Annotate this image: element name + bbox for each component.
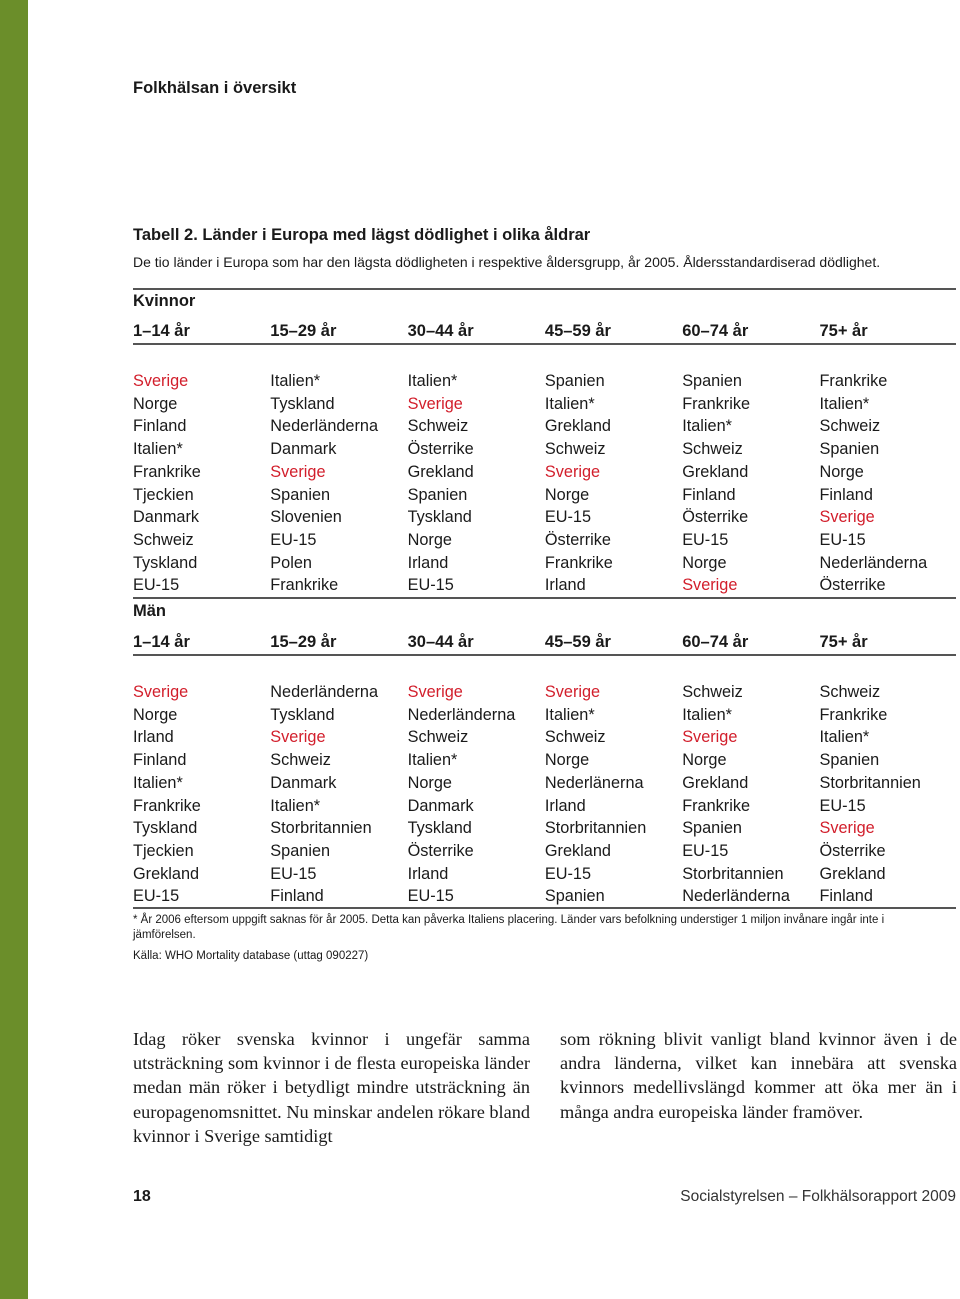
- table-cell: Spanien: [682, 372, 742, 390]
- table-cell: Schweiz: [819, 417, 881, 436]
- table-cell: Danmark: [407, 796, 474, 815]
- table-source: Källa: WHO Mortality database (uttag 090227): [133, 950, 369, 962]
- table-cell: Finland: [819, 887, 873, 906]
- age-header-row-man: [133, 633, 960, 652]
- table-cell: EU-15: [819, 530, 866, 549]
- table-cell: Sverige: [819, 508, 875, 527]
- table-cell: Sverige: [270, 462, 326, 481]
- table-cell: Danmark: [270, 440, 337, 459]
- table-cell: Norge: [819, 462, 864, 481]
- table-cell: EU-15: [682, 841, 729, 860]
- table-cell: Grekland: [407, 462, 474, 481]
- table-cell: Italien*: [682, 705, 732, 724]
- table-cell: Spanien: [544, 887, 605, 906]
- table-cell: Nederlänerna: [544, 773, 644, 792]
- table-cell: Österrike: [407, 440, 474, 459]
- age-header: 45–59 år: [544, 322, 611, 340]
- age-header: 60–74 år: [682, 322, 749, 340]
- table-cell: Sverige: [819, 819, 875, 838]
- group-label-man: Män: [133, 602, 166, 620]
- table-cell: Nederländerna: [270, 683, 379, 701]
- table-cell: Italien*: [544, 705, 595, 724]
- table-cell: Schweiz: [819, 683, 881, 701]
- table-cell: Finland: [133, 751, 187, 770]
- table-cell: Tjeckien: [133, 485, 194, 504]
- table-cell: Storbritannien: [819, 773, 921, 792]
- table-cell: Finland: [133, 417, 187, 436]
- table-cell: Storbritannien: [270, 819, 372, 838]
- table-cell: Schweiz: [270, 751, 331, 770]
- table-cell: Italien*: [682, 417, 732, 436]
- table-cell: Italien*: [819, 728, 870, 747]
- table-row: [133, 506, 960, 529]
- table-cell: Frankrike: [819, 372, 888, 390]
- table-cell: Sverige: [133, 683, 189, 701]
- table-cell: EU-15: [682, 530, 729, 549]
- table-cell: EU-15: [407, 576, 454, 595]
- table-cell: Grekland: [133, 864, 200, 883]
- table-top-rule: [133, 288, 956, 290]
- table-cell: Grekland: [682, 462, 749, 481]
- table-cell: Frankrike: [544, 553, 613, 572]
- table-cell: Finland: [682, 485, 736, 504]
- table-cell: EU-15: [544, 508, 592, 527]
- table-row: [133, 704, 960, 727]
- table-cell: Schweiz: [544, 728, 606, 747]
- table-cell: EU-15: [819, 796, 866, 815]
- table-row: [133, 393, 960, 416]
- table-cell: Nederländerna: [682, 887, 790, 906]
- table-cell: Norge: [133, 394, 178, 413]
- table-cell: Norge: [544, 751, 590, 770]
- table-cell: Polen: [270, 553, 312, 572]
- table-row: [133, 681, 960, 704]
- table-cell: Sverige: [270, 728, 326, 747]
- table-row: [133, 772, 960, 795]
- table-cell: Norge: [682, 553, 727, 572]
- age-header: 75+ år: [819, 633, 868, 651]
- age-header: 15–29 år: [270, 322, 337, 340]
- table-cell: EU-15: [133, 887, 180, 906]
- table-cell: EU-15: [133, 576, 180, 595]
- table-cell: Österrike: [544, 530, 611, 549]
- table-cell: Frankrike: [682, 796, 751, 815]
- table-row: [133, 552, 960, 575]
- table-cell: Norge: [133, 705, 178, 724]
- table-cell: Sverige: [682, 576, 738, 595]
- age-header: 30–44 år: [407, 633, 474, 651]
- table-cell: Spanien: [819, 751, 880, 770]
- table-cell: Storbritannien: [682, 864, 784, 883]
- table-cell: Italien*: [819, 394, 870, 413]
- table-cell: Nederländerna: [270, 417, 379, 436]
- table-row: [133, 840, 960, 863]
- table-cell: EU-15: [270, 864, 317, 883]
- table-cell: Irland: [133, 728, 174, 747]
- body-text-right-column: som rökning blivit vanligt bland kvinnor även i de andra länderna, vilket kan innebära att svenska kvinnors medellivslängd kommer att öka mer än i många andra europeiska länder framöver.: [560, 1029, 957, 1122]
- age-header-row-kvinnor: [133, 322, 960, 341]
- running-title: Folkhälsan i översikt: [133, 79, 297, 97]
- table-cell: EU-15: [407, 887, 454, 906]
- table-cell: Spanien: [270, 841, 331, 860]
- age-header: 30–44 år: [407, 322, 474, 340]
- table-cell: Irland: [407, 553, 449, 572]
- table-row: [133, 817, 960, 840]
- table-row: [133, 415, 960, 438]
- table-cell: Österrike: [407, 841, 474, 860]
- table-cell: Italien*: [133, 773, 183, 792]
- table-row: [133, 529, 960, 552]
- table-cell: Nederländerna: [819, 553, 928, 572]
- table-cell: Sverige: [407, 683, 463, 701]
- table-cell: Sverige: [407, 394, 463, 413]
- table-cell: Österrike: [819, 841, 886, 860]
- table-cell: Danmark: [270, 773, 337, 792]
- table-cell: Spanien: [819, 440, 880, 459]
- age-header: 75+ år: [819, 322, 868, 340]
- table-row: [133, 574, 960, 597]
- table-cell: Italien*: [407, 751, 458, 770]
- age-header: 45–59 år: [544, 633, 611, 651]
- page-number: 18: [133, 1188, 151, 1205]
- group-divider-rule: [133, 597, 956, 599]
- table-bottom-rule: [133, 907, 956, 909]
- table-cell: Tyskland: [407, 819, 472, 838]
- table-cell: Sverige: [682, 728, 738, 747]
- age-header: 1–14 år: [133, 322, 190, 340]
- age-header: 15–29 år: [270, 633, 337, 651]
- table-cell: Irland: [407, 864, 449, 883]
- table-cell: Frankrike: [819, 705, 888, 724]
- table-cell: Grekland: [544, 841, 611, 860]
- table-row: [133, 863, 960, 886]
- table-cell: Italien*: [544, 394, 595, 413]
- table-cell: Slovenien: [270, 508, 342, 527]
- table-cell: Frankrike: [133, 796, 201, 815]
- table-row: [133, 749, 960, 772]
- table-row: [133, 370, 960, 393]
- table-cell: Schweiz: [544, 440, 606, 459]
- table-cell: Grekland: [682, 773, 749, 792]
- green-sidebar-bar: [0, 0, 28, 1299]
- table-footnote: * År 2006 eftersom uppgift saknas för år 2005. Detta kan påverka Italiens placering. Länder vars befolkning understiger 1 miljon invånare ingår inte i jämförelsen.: [133, 914, 885, 941]
- table-cell: Finland: [270, 887, 324, 906]
- table-cell: Grekland: [544, 417, 611, 436]
- table-cell: Österrike: [682, 508, 749, 527]
- table-row: [133, 484, 960, 507]
- table-cell: Danmark: [133, 508, 200, 527]
- table-cell: Sverige: [544, 683, 601, 701]
- table-cell: Spanien: [544, 372, 605, 390]
- group-label-kvinnor: Kvinnor: [133, 292, 196, 310]
- table-cell: Tjeckien: [133, 841, 194, 860]
- table-cell: Norge: [407, 530, 452, 549]
- table-cell: Schweiz: [682, 440, 743, 459]
- table-cell: Frankrike: [682, 394, 751, 413]
- table-cell: Frankrike: [133, 462, 201, 481]
- table-cell: Tyskland: [133, 553, 198, 572]
- table-cell: Italien*: [133, 440, 183, 459]
- table-cell: Schweiz: [407, 417, 469, 436]
- table-cell: Schweiz: [407, 728, 469, 747]
- table-row: [133, 726, 960, 749]
- table-cell: Spanien: [407, 485, 468, 504]
- body-text-left-column: Idag röker svenska kvinnor i ungefär samma utsträckning som kvinnor i de flesta europeiska länder medan män röker i betydligt mindre utsträckning än europagenomsnittet. Nu minskar andelen rökare bland kvinnor i Sverige samtidigt: [133, 1029, 530, 1146]
- table-cell: EU-15: [270, 530, 317, 549]
- table-cell: Italien*: [270, 796, 321, 815]
- table-cell: Italien*: [407, 372, 458, 390]
- table-cell: EU-15: [544, 864, 592, 883]
- table-row: [133, 795, 960, 818]
- table-cell: Finland: [819, 485, 873, 504]
- table-cell: Irland: [544, 796, 586, 815]
- table-cell: Tyskland: [133, 819, 198, 838]
- table-cell: Schweiz: [682, 683, 743, 701]
- table-cell: Tyskland: [407, 508, 472, 527]
- table-row: [133, 885, 960, 908]
- table-cell: Sverige: [544, 462, 601, 481]
- table-title: Tabell 2. Länder i Europa med lägst dödlighet i olika åldrar: [133, 226, 591, 244]
- table-cell: Nederländerna: [407, 705, 516, 724]
- publication-footer: Socialstyrelsen – Folkhälsorapport 2009: [680, 1188, 956, 1205]
- table-row: [133, 438, 960, 461]
- table-cell: Frankrike: [270, 576, 339, 595]
- table-cell: Spanien: [270, 485, 331, 504]
- table-cell: Italien*: [270, 372, 321, 390]
- header-rule-kvinnor: [133, 343, 956, 345]
- table-cell: Grekland: [819, 864, 886, 883]
- table-cell: Sverige: [133, 372, 189, 390]
- table-cell: Schweiz: [133, 530, 194, 549]
- header-rule-man: [133, 654, 956, 656]
- table-cell: Norge: [544, 485, 590, 504]
- table-cell: Tyskland: [270, 705, 335, 724]
- table-row: [133, 461, 960, 484]
- table-cell: Norge: [682, 751, 727, 770]
- table-cell: Tyskland: [270, 394, 335, 413]
- age-header: 60–74 år: [682, 633, 749, 651]
- table-cell: Spanien: [682, 819, 742, 838]
- table-cell: Österrike: [819, 576, 886, 595]
- table-subtitle: De tio länder i Europa som har den lägsta dödligheten i respektive åldersgrupp, år 2005. Åldersstandardiserad dödlighet.: [133, 254, 881, 270]
- table-cell: Norge: [407, 773, 452, 792]
- table-cell: Storbritannien: [544, 819, 647, 838]
- table-cell: Irland: [544, 576, 586, 595]
- age-header: 1–14 år: [133, 633, 190, 651]
